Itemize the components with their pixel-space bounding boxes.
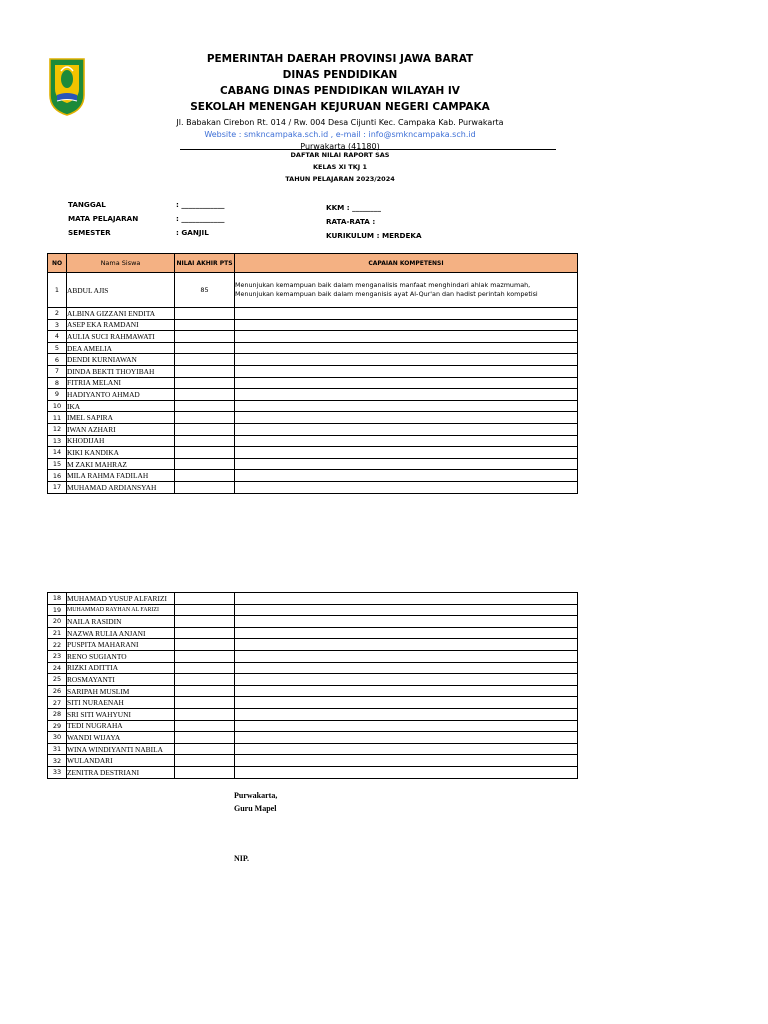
mapel-label: MATA PELAJARAN: [68, 214, 139, 223]
semester-label: SEMESTER: [68, 228, 111, 237]
row-name: IKA: [67, 400, 175, 412]
row-capaian: [235, 273, 578, 308]
row-score: [175, 389, 235, 401]
table-row: [48, 412, 578, 424]
row-score: [175, 743, 235, 755]
row-name: M ZAKI MAHRAZ: [67, 458, 175, 470]
row-score: [175, 685, 235, 697]
row-no: 15: [48, 458, 67, 470]
row-score: [175, 650, 235, 662]
row-no: 9: [48, 389, 67, 401]
table-row: [48, 593, 578, 605]
row-capaian: [235, 650, 578, 662]
letterhead-line-3: CABANG DINAS PENDIDIKAN WILAYAH IV: [220, 85, 460, 97]
row-score: [175, 470, 235, 482]
table-row: [48, 481, 578, 493]
row-score: [175, 331, 235, 343]
row-name: DEA AMELIA: [67, 342, 175, 354]
table-row: [48, 685, 578, 697]
table-row: [48, 755, 578, 767]
row-score: [175, 593, 235, 605]
row-no: 18: [48, 593, 67, 605]
row-no: 22: [48, 639, 67, 651]
row-score: [175, 319, 235, 331]
row-score: [175, 412, 235, 424]
row-name: ROSMAYANTI: [67, 674, 175, 686]
row-capaian: [235, 400, 578, 412]
grades-table-part-1: [47, 253, 578, 494]
row-capaian: [235, 593, 578, 605]
row-name: NAZWA RULIA ANJANI: [67, 627, 175, 639]
row-score: [175, 627, 235, 639]
letterhead-line-2: DINAS PENDIDIKAN: [282, 69, 398, 81]
table-row: [48, 674, 578, 686]
row-score: [175, 697, 235, 709]
row-name: RENO SUGIANTO: [67, 650, 175, 662]
row-no: 32: [48, 755, 67, 767]
table-row: [48, 627, 578, 639]
row-score: [175, 708, 235, 720]
school-address: Jl. Babakan Cirebon Rt. 014 / Rw. 004 Desa Cijunti Kec. Campaka Kab. Purwakarta: [176, 118, 504, 127]
row-score: [175, 365, 235, 377]
row-no: 12: [48, 423, 67, 435]
rata-rata-field: RATA-RATA :: [326, 217, 376, 226]
capaian-line-1: Menunjukan kemampuan baik dalam menganalisis manfaat menghindari ahlak mazmumah,: [235, 281, 531, 289]
header-no: NO: [48, 254, 67, 273]
row-capaian: [235, 662, 578, 674]
class-label: KELAS XI TKJ 1: [313, 163, 367, 171]
row-name: WANDI WIJAYA: [67, 732, 175, 744]
row-capaian: [235, 447, 578, 459]
table-row: [48, 435, 578, 447]
row-name: WINA WINDIYANTI NABILA: [67, 743, 175, 755]
row-capaian: [235, 423, 578, 435]
row-no: 13: [48, 435, 67, 447]
row-capaian: [235, 766, 578, 778]
row-no: 29: [48, 720, 67, 732]
row-name: WULANDARI: [67, 755, 175, 767]
row-no: 3: [48, 319, 67, 331]
row-score: [175, 639, 235, 651]
row-no: 31: [48, 743, 67, 755]
row-score: [175, 447, 235, 459]
row-capaian: [235, 319, 578, 331]
row-score: [175, 481, 235, 493]
row-no: 4: [48, 331, 67, 343]
row-name: RIZKI ADITTIA: [67, 662, 175, 674]
header-capaian: CAPAIAN KOMPETENSI: [235, 254, 578, 273]
row-capaian: [235, 458, 578, 470]
row-capaian: [235, 674, 578, 686]
signature-role: Guru Mapel: [234, 804, 277, 813]
row-capaian: [235, 331, 578, 343]
row-name: MILA RAHMA FADILAH: [67, 470, 175, 482]
row-capaian: [235, 354, 578, 366]
letterhead-line-4: SEKOLAH MENENGAH KEJURUAN NEGERI CAMPAKA: [190, 101, 490, 113]
row-name: FITRIA MELANI: [67, 377, 175, 389]
academic-year: TAHUN PELAJARAN 2023/2024: [285, 175, 395, 183]
row-name: SARIPAH MUSLIM: [67, 685, 175, 697]
row-name: MUHAMAD YUSUP ALFARIZI: [67, 593, 175, 605]
row-capaian: [235, 604, 578, 616]
row-score: [175, 377, 235, 389]
row-no: 25: [48, 674, 67, 686]
table-row: [48, 400, 578, 412]
table-row: [48, 650, 578, 662]
row-capaian: [235, 708, 578, 720]
row-name: SRI SITI WAHYUNI: [67, 708, 175, 720]
table-row: [48, 470, 578, 482]
row-name: HADIYANTO AHMAD: [67, 389, 175, 401]
row-score: [175, 720, 235, 732]
row-score: [175, 604, 235, 616]
capaian-line-2: Menunjukan kemampuan baik dalam menganisis ayat Al-Qur'an dan hadist perintah kompetisi: [235, 290, 538, 298]
table-row: [48, 720, 578, 732]
kurikulum-field: KURIKULUM : MERDEKA: [326, 231, 422, 240]
row-no: 5: [48, 342, 67, 354]
row-capaian: [235, 412, 578, 424]
signature-place: Purwakarta,: [234, 791, 278, 800]
grades-table-part-2: [47, 592, 578, 779]
mapel-value: : ____________: [176, 214, 225, 223]
tanggal-value: : ____________: [176, 200, 225, 209]
table-row: [48, 342, 578, 354]
row-no: 14: [48, 447, 67, 459]
row-score: [175, 308, 235, 320]
row-score: [175, 342, 235, 354]
row-no: 1: [48, 273, 67, 308]
row-capaian: [235, 685, 578, 697]
postal-line: Purwakarta (41180): [300, 142, 380, 151]
row-capaian: [235, 639, 578, 651]
table-row: [48, 423, 578, 435]
row-name: MUHAMAD ARDIANSYAH: [67, 481, 175, 493]
header-nilai-akhir: NILAI AKHIR PTS: [175, 254, 235, 273]
row-score: [175, 400, 235, 412]
row-name: KHODIJAH: [67, 435, 175, 447]
row-score: [175, 354, 235, 366]
row-capaian: [235, 389, 578, 401]
table-row: [48, 447, 578, 459]
row-capaian: [235, 308, 578, 320]
table-row: [48, 616, 578, 628]
row-capaian: [235, 435, 578, 447]
table-row: [48, 389, 578, 401]
document-title: DAFTAR NILAI RAPORT SAS: [290, 151, 390, 159]
table-header-row: [48, 254, 578, 273]
row-score: [175, 766, 235, 778]
letterhead-line-1: PEMERINTAH DAERAH PROVINSI JAWA BARAT: [206, 53, 474, 65]
kkm-field: KKM : ________: [326, 203, 381, 212]
semester-value: : GANJIL: [176, 228, 209, 237]
row-no: 16: [48, 470, 67, 482]
row-name: KIKI KANDIKA: [67, 447, 175, 459]
row-capaian: [235, 481, 578, 493]
row-name: AULIA SUCI RAHMAWATI: [67, 331, 175, 343]
row-no: 33: [48, 766, 67, 778]
table-row: [48, 697, 578, 709]
row-score: [175, 458, 235, 470]
row-capaian: [235, 755, 578, 767]
signature-nip: NIP.: [234, 854, 250, 863]
row-name: ABDUL AJIS: [67, 273, 175, 308]
row-capaian: [235, 627, 578, 639]
row-no: 21: [48, 627, 67, 639]
table-row: [48, 732, 578, 744]
table-row: [48, 319, 578, 331]
row-score: [175, 732, 235, 744]
row-no: 23: [48, 650, 67, 662]
table-row: [48, 766, 578, 778]
row-no: 11: [48, 412, 67, 424]
row-name: DENDI KURNIAWAN: [67, 354, 175, 366]
row-capaian: [235, 470, 578, 482]
row-name: PUSPITA MAHARANI: [67, 639, 175, 651]
row-capaian: [235, 720, 578, 732]
tanggal-label: TANGGAL: [68, 200, 106, 209]
table-row: [48, 458, 578, 470]
row-name: ZENITRA DESTRIANI: [67, 766, 175, 778]
row-name: MUHAMMAD RAYHAN AL FARIZI: [67, 604, 175, 616]
table-row: [48, 331, 578, 343]
table-row: [48, 354, 578, 366]
row-no: 26: [48, 685, 67, 697]
row-no: 28: [48, 708, 67, 720]
table-row: [48, 273, 578, 308]
table-row: [48, 743, 578, 755]
province-emblem-logo: [47, 55, 87, 117]
table-row: [48, 365, 578, 377]
row-capaian: [235, 697, 578, 709]
row-name: IMEL SAPIRA: [67, 412, 175, 424]
row-no: 24: [48, 662, 67, 674]
row-no: 19: [48, 604, 67, 616]
table-row: [48, 662, 578, 674]
row-capaian: [235, 616, 578, 628]
row-no: 30: [48, 732, 67, 744]
row-score: [175, 674, 235, 686]
row-score: [175, 755, 235, 767]
row-capaian: [235, 732, 578, 744]
table-row: [48, 377, 578, 389]
row-name: ASEP EKA RAMDANI: [67, 319, 175, 331]
row-no: 27: [48, 697, 67, 709]
row-name: TEDI NUGRAHA: [67, 720, 175, 732]
table-row: [48, 604, 578, 616]
table-row: [48, 308, 578, 320]
row-capaian: [235, 743, 578, 755]
row-no: 20: [48, 616, 67, 628]
school-website-email: Website : smkncampaka.sch.id , e-mail : info@smkncampaka.sch.id: [204, 130, 476, 139]
row-name: NAILA RASIDIN: [67, 616, 175, 628]
row-score: [175, 423, 235, 435]
row-capaian: [235, 377, 578, 389]
row-no: 10: [48, 400, 67, 412]
row-name: ALBINA GIZZANI ENDITA: [67, 308, 175, 320]
row-capaian: [235, 342, 578, 354]
header-nama-siswa: Nama Siswa: [67, 254, 175, 273]
row-no: 8: [48, 377, 67, 389]
row-capaian: [235, 365, 578, 377]
row-score: [175, 616, 235, 628]
table-row: [48, 639, 578, 651]
row-name: SITI NURAENAH: [67, 697, 175, 709]
row-score: [175, 435, 235, 447]
row-no: 7: [48, 365, 67, 377]
letterhead: [150, 51, 530, 153]
row-name: IWAN AZHARI: [67, 423, 175, 435]
row-score: [175, 662, 235, 674]
row-no: 2: [48, 308, 67, 320]
row-no: 17: [48, 481, 67, 493]
row-name: DINDA BEKTI THOYIBAH: [67, 365, 175, 377]
row-no: 6: [48, 354, 67, 366]
table-row: [48, 708, 578, 720]
row-score: 85: [175, 273, 235, 308]
